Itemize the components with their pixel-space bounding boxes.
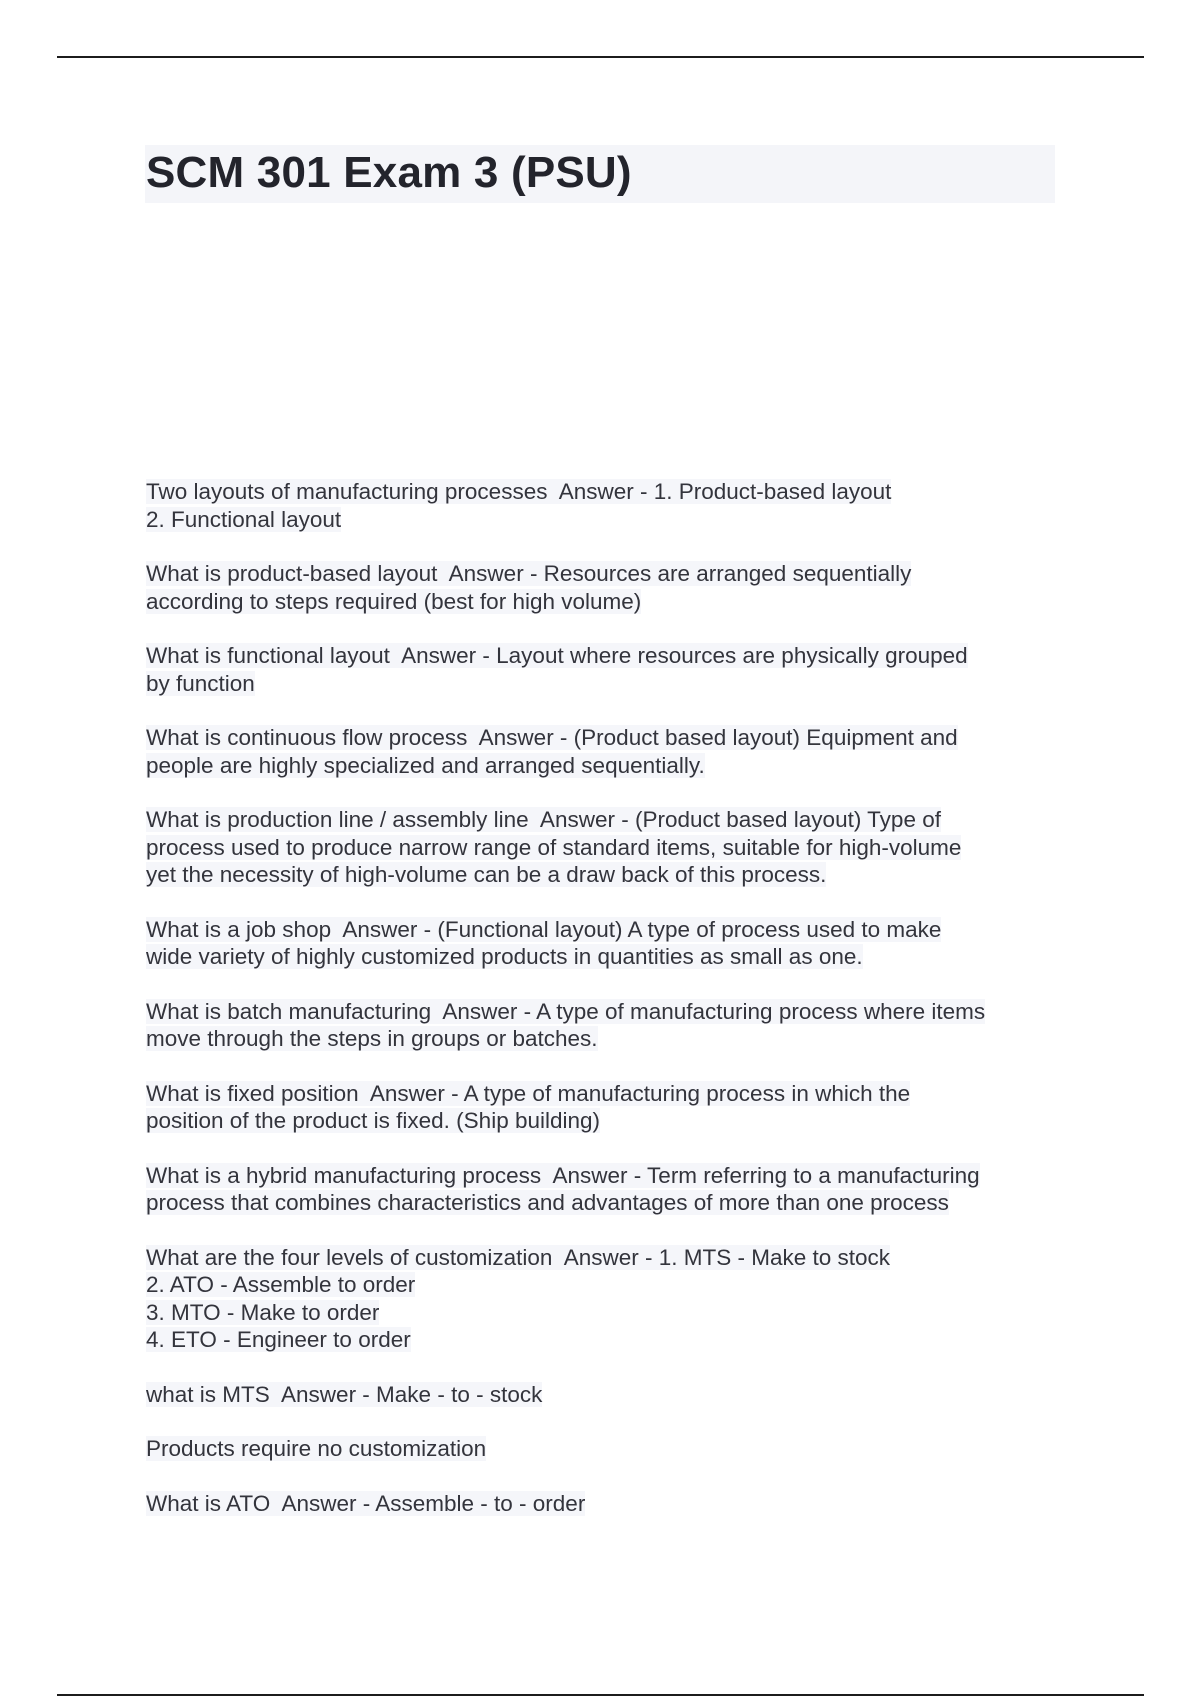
qa-entry-line [146, 1435, 1066, 1463]
qa-entry-text: What is production line / assembly line Answer - (Product based layout) Type of [146, 807, 941, 832]
qa-entry-line [146, 1299, 1066, 1327]
qa-entry [146, 560, 1066, 615]
qa-entry-text: What is ATO Answer - Assemble - to - order [146, 1490, 586, 1516]
qa-entry-line [146, 1080, 1066, 1108]
qa-entry-text: by function [146, 670, 255, 696]
qa-entry [146, 1244, 1066, 1354]
qa-entry-text: What is fixed position Answer - A type of manufacturing process in which the [146, 1080, 911, 1106]
qa-entry [146, 478, 1066, 533]
qa-entry-line [146, 1162, 1066, 1190]
qa-entry-text: people are highly specialized and arranged sequentially. [146, 752, 705, 778]
qa-entry-line [146, 1244, 1066, 1272]
qa-entry [146, 1162, 1066, 1217]
top-rule [57, 56, 1144, 58]
qa-entry-text: What is batch manufacturing Answer - A type of manufacturing process where items [146, 998, 986, 1024]
qa-entry [146, 1490, 1066, 1518]
qa-entry-line [146, 1271, 1066, 1299]
qa-list [146, 478, 1066, 1544]
qa-entry-line [146, 1025, 1066, 1053]
qa-entry-line [146, 642, 1066, 670]
qa-entry-text: Products require no customization [146, 1436, 487, 1461]
bottom-rule [57, 1694, 1144, 1696]
qa-entry-line [146, 560, 1066, 588]
qa-entry-line [146, 752, 1066, 780]
qa-entry [146, 724, 1066, 779]
qa-entry-text: What is a hybrid manufacturing process Answer - Term referring to a manufacturing [146, 1162, 980, 1188]
qa-entry-text: What is a job shop Answer - (Functional layout) A type of process used to make [146, 916, 942, 942]
qa-entry [146, 998, 1066, 1053]
qa-entry-text: Two layouts of manufacturing processes Answer - 1. Product-based layout [146, 479, 892, 504]
qa-entry-text: yet the necessity of high-volume can be a draw back of this process. [146, 862, 827, 887]
page-title: SCM 301 Exam 3 (PSU) [146, 148, 632, 197]
qa-entry-text: process that combines characteristics and advantages of more than one process [146, 1190, 949, 1215]
qa-entry-text: What is continuous flow process Answer - (Product based layout) Equipment and [146, 725, 958, 750]
qa-entry-line [146, 506, 1066, 534]
qa-entry-text: 4. ETO - Engineer to order [146, 1327, 411, 1352]
qa-entry [146, 806, 1066, 889]
qa-entry-line [146, 834, 1066, 862]
qa-entry-text: what is MTS Answer - Make - to - stock [146, 1381, 543, 1407]
qa-entry-line [146, 670, 1066, 698]
qa-entry-line [146, 588, 1066, 616]
qa-entry-text: 2. ATO - Assemble to order [146, 1272, 416, 1297]
qa-entry [146, 1435, 1066, 1463]
qa-entry-line [146, 916, 1066, 944]
qa-entry-line [146, 806, 1066, 834]
qa-entry-text: What is functional layout Answer - Layout where resources are physically grouped [146, 643, 968, 668]
qa-entry-text: What is product-based layout Answer - Resources are arranged sequentially [146, 561, 912, 586]
qa-entry-text: 2. Functional layout [146, 506, 342, 532]
qa-entry [146, 1381, 1066, 1409]
qa-entry-line [146, 943, 1066, 971]
qa-entry [146, 1080, 1066, 1135]
qa-entry-line [146, 724, 1066, 752]
qa-entry-text: What are the four levels of customization Answer - 1. MTS - Make to stock [146, 1244, 891, 1270]
qa-entry-line [146, 1326, 1066, 1354]
qa-entry-text: according to steps required (best for high volume) [146, 588, 642, 614]
qa-entry-line [146, 861, 1066, 889]
qa-entry-text: position of the product is fixed. (Ship building) [146, 1108, 601, 1133]
qa-entry-line [146, 1107, 1066, 1135]
qa-entry-text: process used to produce narrow range of standard items, suitable for high-volume [146, 834, 962, 860]
qa-entry-line [146, 478, 1066, 506]
qa-entry [146, 916, 1066, 971]
qa-entry-text: move through the steps in groups or batches. [146, 1026, 598, 1051]
qa-entry-line [146, 1490, 1066, 1518]
qa-entry-line [146, 998, 1066, 1026]
qa-entry-line [146, 1189, 1066, 1217]
qa-entry [146, 642, 1066, 697]
qa-entry-line [146, 1381, 1066, 1409]
qa-entry-text: 3. MTO - Make to order [146, 1299, 380, 1325]
qa-entry-text: wide variety of highly customized products in quantities as small as one. [146, 944, 863, 969]
